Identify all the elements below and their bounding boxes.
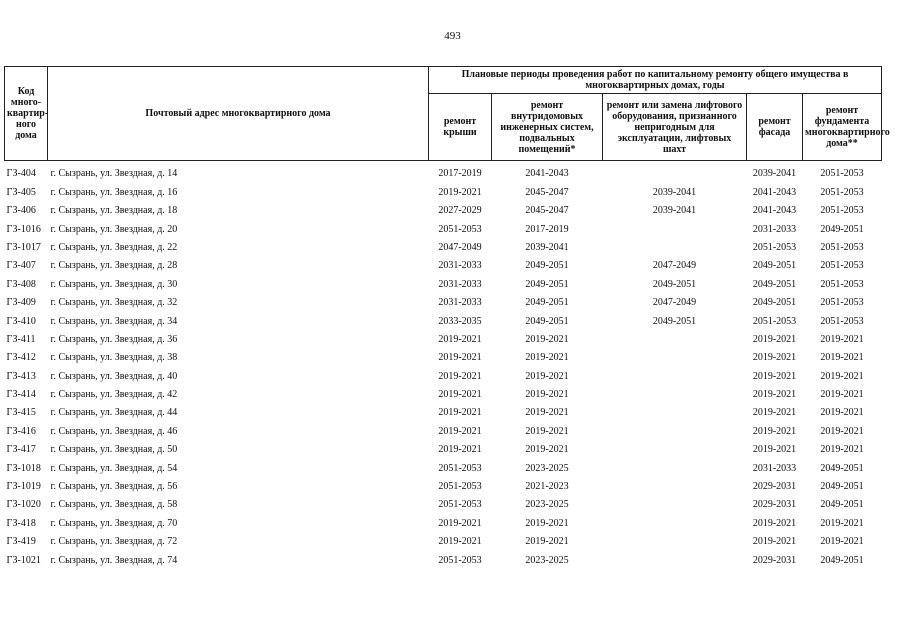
row-facade-period: 2039-2041 — [752, 168, 797, 180]
table-row — [5, 253, 882, 271]
row-code: ГЗ-1016 — [6, 223, 41, 235]
row-roof-period: 2051-2053 — [438, 481, 482, 493]
row-foundation-period: 2051-2053 — [820, 205, 864, 217]
row-code: ГЗ-409 — [6, 297, 36, 309]
header-address: Почтовый адрес многоквартирного дома — [48, 67, 429, 161]
row-systems-period: 2019-2021 — [525, 444, 569, 456]
row-systems-period: 2021-2023 — [525, 481, 569, 493]
table-row — [5, 308, 882, 326]
row-elevator-period — [603, 492, 747, 510]
row-systems-period: 2019-2021 — [525, 425, 569, 437]
header-elevator: ремонт или замена лифтового оборудования, признанного непригодным для эксплуатации, лифтовых шахт — [603, 94, 747, 161]
row-elevator-period: 2047-2049 — [652, 260, 697, 272]
row-elevator-period — [603, 327, 747, 345]
row-code: ГЗ-415 — [6, 407, 36, 419]
row-address: г. Сызрань, ул. Звездная, д. 46 — [50, 425, 178, 437]
row-code: ГЗ-1020 — [6, 499, 41, 511]
row-systems-period: 2041-2043 — [525, 168, 569, 180]
table-row — [5, 235, 882, 253]
row-foundation-period: 2051-2053 — [820, 260, 864, 272]
table-row — [5, 179, 882, 197]
row-address: г. Сызрань, ул. Звездная, д. 56 — [50, 481, 178, 493]
row-elevator-period: 2039-2041 — [652, 205, 697, 217]
repair-schedule-table — [4, 66, 890, 566]
table-row — [5, 345, 882, 363]
row-systems-period: 2019-2021 — [525, 517, 569, 529]
row-code: ГЗ-408 — [6, 278, 36, 290]
row-systems-period: 2019-2021 — [525, 352, 569, 364]
row-roof-period: 2031-2033 — [438, 297, 482, 309]
row-foundation-period: 2051-2053 — [820, 297, 864, 309]
table-row — [5, 510, 882, 528]
table-header — [5, 67, 890, 161]
row-facade-period: 2029-2031 — [752, 554, 797, 566]
row-roof-period: 2033-2035 — [438, 315, 482, 327]
row-roof-period: 2027-2029 — [438, 205, 482, 217]
row-facade-period: 2019-2021 — [752, 333, 797, 345]
row-roof-period: 2017-2019 — [438, 168, 482, 180]
row-roof-period: 2051-2053 — [438, 499, 482, 511]
row-address: г. Сызрань, ул. Звездная, д. 70 — [50, 517, 178, 529]
row-facade-period: 2051-2053 — [752, 241, 797, 253]
row-code: ГЗ-418 — [6, 517, 36, 529]
row-code: ГЗ-405 — [6, 186, 36, 198]
row-foundation-period: 2049-2051 — [820, 462, 864, 474]
row-code: ГЗ-412 — [6, 352, 36, 364]
row-facade-period: 2031-2033 — [752, 223, 797, 235]
row-address: г. Сызрань, ул. Звездная, д. 58 — [50, 499, 178, 511]
row-elevator-period — [603, 345, 747, 363]
row-facade-period: 2041-2043 — [752, 205, 797, 217]
row-code: ГЗ-414 — [6, 389, 36, 401]
row-facade-period: 2049-2051 — [752, 260, 797, 272]
table-row — [5, 216, 882, 234]
row-foundation-period: 2051-2053 — [820, 241, 864, 253]
row-elevator-period: 2049-2051 — [652, 278, 697, 290]
row-elevator-period — [603, 529, 747, 547]
row-address: г. Сызрань, ул. Звездная, д. 72 — [50, 536, 178, 548]
row-systems-period: 2023-2025 — [525, 499, 569, 511]
row-foundation-period: 2019-2021 — [820, 536, 864, 548]
table-row — [5, 455, 882, 473]
row-systems-period: 2023-2025 — [525, 554, 569, 566]
row-systems-period: 2049-2051 — [525, 260, 569, 272]
row-foundation-period: 2019-2021 — [820, 425, 864, 437]
row-systems-period: 2019-2021 — [525, 370, 569, 382]
row-elevator-period — [603, 216, 747, 234]
row-systems-period: 2049-2051 — [525, 297, 569, 309]
header-systems: ремонт внутридомовых инженерных систем, подвальных помещений* — [492, 94, 603, 161]
row-facade-period: 2019-2021 — [752, 389, 797, 401]
table-body — [5, 161, 882, 566]
row-elevator-period: 2047-2049 — [652, 297, 697, 309]
row-roof-period: 2019-2021 — [438, 517, 482, 529]
row-code: ГЗ-407 — [6, 260, 36, 272]
row-systems-period: 2023-2025 — [525, 462, 569, 474]
row-systems-period: 2045-2047 — [525, 186, 569, 198]
row-roof-period: 2019-2021 — [438, 370, 482, 382]
row-address: г. Сызрань, ул. Звездная, д. 16 — [50, 186, 178, 198]
row-address: г. Сызрань, ул. Звездная, д. 34 — [50, 315, 178, 327]
row-elevator-period — [603, 437, 747, 455]
row-roof-period: 2051-2053 — [438, 554, 482, 566]
table-row — [5, 474, 882, 492]
row-foundation-period: 2051-2053 — [820, 168, 864, 180]
row-foundation-period: 2051-2053 — [820, 186, 864, 198]
row-foundation-period: 2019-2021 — [820, 352, 864, 364]
row-facade-period: 2019-2021 — [752, 425, 797, 437]
row-facade-period: 2019-2021 — [752, 536, 797, 548]
row-address: г. Сызрань, ул. Звездная, д. 50 — [50, 444, 178, 456]
row-systems-period: 2019-2021 — [525, 389, 569, 401]
row-roof-period: 2019-2021 — [438, 333, 482, 345]
row-systems-period: 2017-2019 — [525, 223, 569, 235]
row-address: г. Сызрань, ул. Звездная, д. 14 — [50, 168, 178, 180]
row-address: г. Сызрань, ул. Звездная, д. 28 — [50, 260, 178, 272]
row-elevator-period — [603, 455, 747, 473]
header-code: Код много-квартир-ного дома — [5, 67, 48, 161]
row-facade-period: 2019-2021 — [752, 352, 797, 364]
page-number: 493 — [444, 30, 461, 42]
row-address: г. Сызрань, ул. Звездная, д. 40 — [50, 370, 178, 382]
row-code: ГЗ-1018 — [6, 462, 41, 474]
row-facade-period: 2049-2051 — [752, 297, 797, 309]
table-row — [5, 198, 882, 216]
row-code: ГЗ-410 — [6, 315, 36, 327]
table-row — [5, 418, 882, 436]
row-foundation-period: 2019-2021 — [820, 333, 864, 345]
row-code: ГЗ-1019 — [6, 481, 41, 493]
row-systems-period: 2039-2041 — [525, 241, 569, 253]
row-systems-period: 2049-2051 — [525, 278, 569, 290]
row-elevator-period — [603, 510, 747, 528]
table-row — [5, 271, 882, 289]
row-facade-period: 2019-2021 — [752, 370, 797, 382]
row-roof-period: 2019-2021 — [438, 536, 482, 548]
row-code: ГЗ-413 — [6, 370, 36, 382]
row-elevator-period — [603, 161, 747, 180]
row-elevator-period — [603, 363, 747, 381]
row-code: ГЗ-1021 — [6, 554, 41, 566]
row-facade-period: 2051-2053 — [752, 315, 797, 327]
row-address: г. Сызрань, ул. Звездная, д. 32 — [50, 297, 178, 309]
row-systems-period: 2019-2021 — [525, 407, 569, 419]
row-elevator-period — [603, 547, 747, 565]
row-facade-period: 2019-2021 — [752, 407, 797, 419]
row-roof-period: 2019-2021 — [438, 444, 482, 456]
header-roof: ремонт крыши — [429, 94, 492, 161]
row-roof-period: 2019-2021 — [438, 425, 482, 437]
row-roof-period: 2031-2033 — [438, 278, 482, 290]
row-facade-period: 2041-2043 — [752, 186, 797, 198]
row-address: г. Сызрань, ул. Звездная, д. 54 — [50, 462, 178, 474]
row-facade-period: 2019-2021 — [752, 517, 797, 529]
table-row — [5, 529, 882, 547]
row-roof-period: 2051-2053 — [438, 462, 482, 474]
row-foundation-period: 2049-2051 — [820, 554, 864, 566]
row-address: г. Сызрань, ул. Звездная, д. 22 — [50, 241, 178, 253]
row-address: г. Сызрань, ул. Звездная, д. 36 — [50, 333, 178, 345]
row-facade-period: 2049-2051 — [752, 278, 797, 290]
row-roof-period: 2019-2021 — [438, 389, 482, 401]
table-row — [5, 327, 882, 345]
row-roof-period: 2019-2021 — [438, 186, 482, 198]
row-foundation-period: 2019-2021 — [820, 370, 864, 382]
row-code: ГЗ-404 — [6, 168, 36, 180]
row-elevator-period: 2049-2051 — [652, 315, 697, 327]
row-elevator-period — [603, 418, 747, 436]
row-roof-period: 2051-2053 — [438, 223, 482, 235]
row-roof-period: 2031-2033 — [438, 260, 482, 272]
row-facade-period: 2029-2031 — [752, 481, 797, 493]
row-address: г. Сызрань, ул. Звездная, д. 30 — [50, 278, 178, 290]
row-elevator-period — [603, 474, 747, 492]
table-row — [5, 492, 882, 510]
row-foundation-period: 2019-2021 — [820, 517, 864, 529]
row-address: г. Сызрань, ул. Звездная, д. 44 — [50, 407, 178, 419]
row-systems-period: 2049-2051 — [525, 315, 569, 327]
header-periods-group: Плановые периоды проведения работ по капитальному ремонту общего имущества в многоквартирных домах, годы — [429, 67, 882, 94]
row-systems-period: 2045-2047 — [525, 205, 569, 217]
row-foundation-period: 2019-2021 — [820, 389, 864, 401]
row-foundation-period: 2019-2021 — [820, 407, 864, 419]
row-foundation-period: 2051-2053 — [820, 315, 864, 327]
row-address: г. Сызрань, ул. Звездная, д. 42 — [50, 389, 178, 401]
table-row — [5, 437, 882, 455]
row-foundation-period: 2051-2053 — [820, 278, 864, 290]
table-row — [5, 161, 882, 180]
row-roof-period: 2047-2049 — [438, 241, 482, 253]
row-code: ГЗ-411 — [6, 333, 36, 345]
row-elevator-period — [603, 235, 747, 253]
row-code: ГЗ-416 — [6, 425, 36, 437]
row-code: ГЗ-417 — [6, 444, 36, 456]
table-row — [5, 400, 882, 418]
row-facade-period: 2029-2031 — [752, 499, 797, 511]
row-address: г. Сызрань, ул. Звездная, д. 38 — [50, 352, 178, 364]
header-facade: ремонт фасада — [747, 94, 803, 161]
row-roof-period: 2019-2021 — [438, 352, 482, 364]
row-elevator-period: 2039-2041 — [652, 186, 697, 198]
row-address: г. Сызрань, ул. Звездная, д. 18 — [50, 205, 178, 217]
row-address: г. Сызрань, ул. Звездная, д. 20 — [50, 223, 178, 235]
table-row — [5, 547, 882, 565]
row-address: г. Сызрань, ул. Звездная, д. 74 — [50, 554, 178, 566]
header-foundation: ремонт фундамента многоквартирного дома** — [803, 94, 882, 161]
row-facade-period: 2019-2021 — [752, 444, 797, 456]
row-foundation-period: 2019-2021 — [820, 444, 864, 456]
row-systems-period: 2019-2021 — [525, 536, 569, 548]
row-foundation-period: 2049-2051 — [820, 481, 864, 493]
row-foundation-period: 2049-2051 — [820, 223, 864, 235]
row-systems-period: 2019-2021 — [525, 333, 569, 345]
row-code: ГЗ-406 — [6, 205, 36, 217]
row-elevator-period — [603, 400, 747, 418]
table-row — [5, 363, 882, 381]
row-facade-period: 2031-2033 — [752, 462, 797, 474]
row-foundation-period: 2049-2051 — [820, 499, 864, 511]
table-row — [5, 382, 882, 400]
row-elevator-period — [603, 382, 747, 400]
table-row — [5, 290, 882, 308]
row-roof-period: 2019-2021 — [438, 407, 482, 419]
row-code: ГЗ-1017 — [6, 241, 41, 253]
row-code: ГЗ-419 — [6, 536, 36, 548]
